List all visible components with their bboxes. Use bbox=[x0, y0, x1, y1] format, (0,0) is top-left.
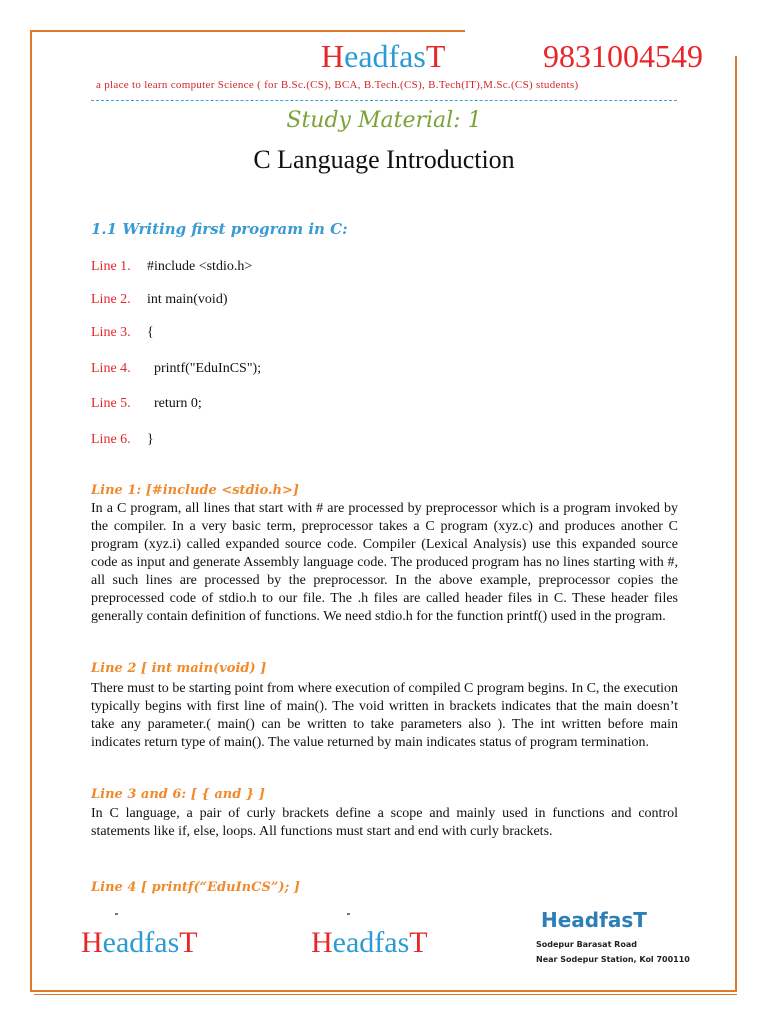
code-line-label: Line 1. bbox=[91, 259, 131, 274]
watermark-speck bbox=[115, 913, 118, 915]
line2-explanation: There must to be starting point from where execution of compiled C program begins. In C, the execution typically begins with first line of main(). The void written in brackets indicates that the main doesn’t take any parameter.( main() can be written to take parameters also ). The int written before main indicates return type of main(). The value returned by main indicates status of program termination. bbox=[91, 681, 678, 750]
code-line bbox=[91, 292, 228, 308]
footer-address-line2: Near Sodepur Station, Kol 700110 bbox=[536, 955, 690, 964]
code-line-label: Line 6. bbox=[91, 432, 131, 447]
code-line bbox=[91, 432, 154, 448]
code-line-label: Line 4. bbox=[91, 361, 131, 376]
header-brand-logo bbox=[321, 36, 445, 76]
footer-address-brand: HeadfasT bbox=[541, 908, 647, 932]
code-line bbox=[91, 396, 202, 412]
header-phone: 9831004549 bbox=[543, 38, 703, 74]
logo-letter-h: H bbox=[81, 926, 103, 959]
code-line-label: Line 5. bbox=[91, 396, 131, 411]
code-line-label: Line 3. bbox=[91, 325, 131, 340]
brand-middle: eadfas bbox=[344, 38, 426, 74]
code-line-text: } bbox=[147, 432, 154, 447]
line2-heading: Line 2 [ int main(void) ] bbox=[91, 661, 267, 676]
code-line-text: { bbox=[147, 325, 154, 340]
code-line bbox=[91, 259, 252, 275]
header-tagline: a place to learn computer Science ( for B.Sc.(CS), BCA, B.Tech.(CS), B.Tech(IT),M.Sc.(CS) students) bbox=[96, 79, 579, 91]
page-title: C Language Introduction bbox=[253, 145, 515, 174]
section-heading: 1.1 Writing first program in C: bbox=[91, 220, 348, 238]
line1-heading: Line 1: [#include <stdio.h>] bbox=[91, 483, 300, 498]
code-line-text: return 0; bbox=[147, 396, 202, 411]
logo-letter-t: T bbox=[179, 926, 198, 959]
footer-address-line1: Sodepur Barasat Road bbox=[536, 940, 637, 949]
code-line bbox=[91, 325, 154, 341]
brand-letter-h: H bbox=[321, 38, 345, 74]
code-line-text: #include <stdio.h> bbox=[147, 259, 253, 274]
logo-middle: eadfas bbox=[332, 926, 410, 959]
line3-6-heading: Line 3 and 6: [ { and } ] bbox=[91, 787, 265, 802]
page-border-bottom bbox=[30, 990, 737, 992]
code-line-label: Line 2. bbox=[91, 292, 131, 307]
footer-logo-center bbox=[311, 925, 428, 961]
code-line bbox=[91, 361, 261, 377]
logo-letter-t: T bbox=[409, 926, 428, 959]
brand-letter-t: T bbox=[425, 38, 446, 74]
study-material-label: Study Material: 1 bbox=[286, 108, 482, 133]
footer-logo-left bbox=[81, 925, 198, 961]
logo-letter-h: H bbox=[311, 926, 333, 959]
logo-middle: eadfas bbox=[102, 926, 180, 959]
header-divider bbox=[91, 100, 677, 101]
code-line-text: int main(void) bbox=[147, 292, 228, 307]
page-border-top bbox=[30, 30, 465, 32]
page-border-bottom-inner bbox=[34, 994, 737, 995]
code-line-text: printf("EduInCS"); bbox=[147, 361, 262, 376]
line3-6-explanation: In C language, a pair of curly brackets define a scope and mainly used in functions and control statements like if, else, loops. All functions must start and end with curly brackets. bbox=[91, 806, 678, 839]
page-border-right bbox=[735, 56, 737, 990]
watermark-speck bbox=[347, 913, 350, 915]
line1-explanation: In a C program, all lines that start with # are processed by preprocessor which is a program invoked by the compiler. In a very basic term, preprocessor takes a C program (xyz.c) and produces another C program (xyz.i) called expanded source code. Compiler (Lexical Analysis) use this expanded source code as input and generate Assembly language code. The produced program has no lines starting with #, all such lines are processed by the preprocessor. In the above example, preprocessor copies the preprocessed code of stdio.h to our file. The .h files are called header files in C. These header files generally contain definition of functions. We need stdio.h for the function printf() used in the program. bbox=[91, 501, 678, 624]
line4-heading: Line 4 [ printf(“EduInCS”); ] bbox=[91, 880, 300, 895]
